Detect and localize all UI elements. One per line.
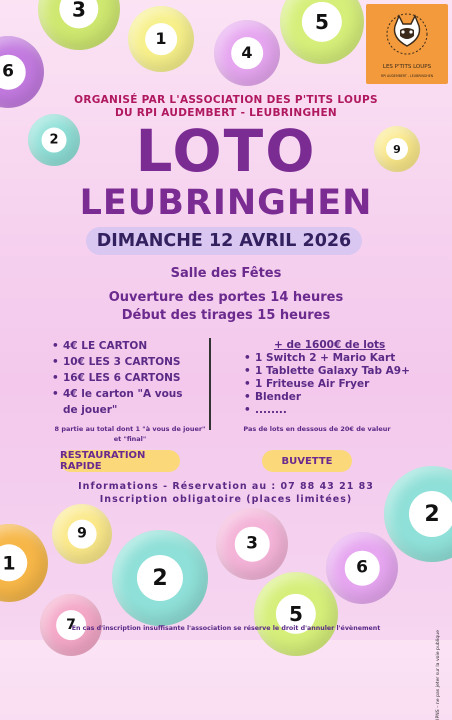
lottery-ball [112, 530, 208, 626]
prize-item: • 1 Switch 2 + Mario Kart [244, 352, 424, 365]
ball-number: 5 [276, 594, 316, 634]
logo-subtitle: RPI AUDEMBERT - LEUBRINGHEN [380, 74, 434, 78]
lottery-ball [52, 504, 112, 564]
ipns-note [436, 520, 444, 720]
organizer-line-1: ORGANISÉ PAR L'ASSOCIATION DES P'TITS LOUPS [74, 94, 378, 106]
prices-note-line-1: 8 partie au total dont 1 "à vous de jouer" [54, 425, 206, 433]
price-item: • 16€ LES 6 CARTONS [52, 370, 202, 386]
column-divider [209, 338, 211, 430]
ball-number: 4 [231, 37, 263, 69]
ball-number: 2 [42, 128, 67, 153]
prices-note [30, 424, 230, 444]
lottery-ball [254, 572, 338, 656]
price-item: • 4€ le carton "A vous de jouer" [52, 386, 191, 418]
ball-number: 2 [137, 555, 183, 601]
lottery-ball [0, 524, 48, 602]
prizes-note: Pas de lots en dessous de 20€ de valeur [243, 425, 391, 433]
prices-note-line-2: et "final" [113, 435, 147, 443]
ball-number: 3 [59, 0, 98, 29]
prizes-list [244, 338, 424, 417]
prize-item: • 1 Friteuse Air Fryer [244, 378, 424, 391]
ball-number: 1 [0, 544, 28, 581]
ball-number: 6 [0, 55, 25, 90]
venue: Salle des Fêtes [170, 266, 282, 281]
doors-opening: Ouverture des portes 14 heures [108, 290, 344, 305]
ball-number: 2 [409, 491, 452, 537]
lottery-ball [280, 0, 364, 64]
ball-number: 7 [56, 610, 86, 640]
registration-required: Inscription obligatoire (places limitées) [99, 494, 353, 505]
draw-start: Début des tirages 15 heures [121, 308, 331, 323]
fast-food-button: RESTAURATION RAPIDE [60, 450, 180, 472]
ball-number: 9 [386, 138, 408, 160]
prize-item: • 1 Tablette Galaxy Tab A9+ [244, 365, 424, 378]
ball-number: 6 [345, 551, 380, 586]
prizes-title: + de 1600€ de lots [274, 339, 386, 351]
refreshments-button: BUVETTE [262, 450, 352, 472]
lottery-ball [128, 6, 194, 72]
association-logo [366, 4, 448, 84]
wolf-cub-icon [384, 12, 430, 56]
lottery-ball [38, 0, 120, 50]
price-item: • 10€ LES 3 CARTONS [52, 354, 202, 370]
ball-number: 3 [235, 527, 270, 562]
ipns-text: IPNS – ne pas jeter sur la voie publique [436, 630, 441, 720]
ball-number: 9 [68, 520, 97, 549]
event-town: LEUBRINGHEN [79, 183, 373, 223]
event-date: DIMANCHE 12 AVRIL 2026 [86, 227, 362, 255]
prices-list [52, 338, 202, 418]
organizer-line-2: DU RPI AUDEMBERT - LEUBRINGHEN [114, 107, 338, 119]
prize-item: • ........ [244, 404, 424, 417]
event-title: LOTO [135, 117, 317, 185]
ball-number: 1 [145, 23, 177, 55]
price-item: • 4€ LE CARTON [52, 338, 202, 354]
lottery-ball [214, 20, 280, 86]
lottery-ball [216, 508, 288, 580]
cancellation-notice: En cas d'inscription insuffisante l'association se réserve le droit d'annuler l'évènement [71, 625, 381, 632]
logo-title: LES P'TITS LOUPS [382, 64, 432, 70]
prize-item: • Blender [244, 391, 424, 404]
lottery-ball [326, 532, 398, 604]
reservation-info: Informations - Réservation au : 07 88 43 21 83 [78, 481, 374, 492]
ball-number: 5 [302, 2, 342, 42]
